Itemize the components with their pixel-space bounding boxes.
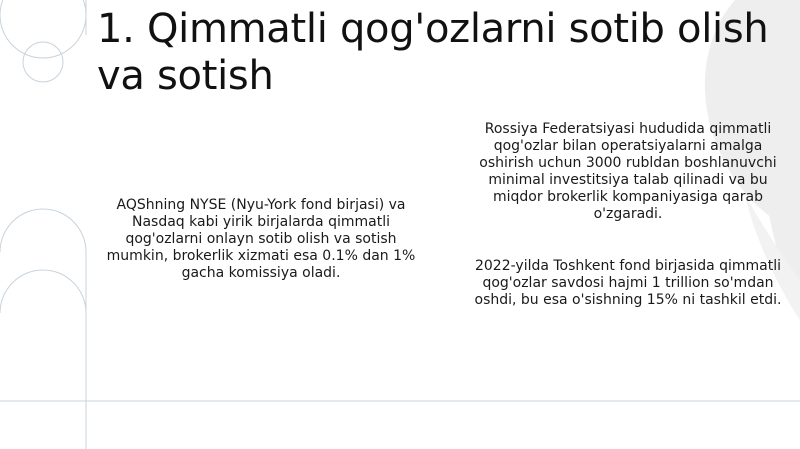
circle-decorations: [0, 0, 86, 449]
body-text-right-bottom: 2022-yilda Toshkent fond birjasida qimmatli qog'ozlar savdosi hajmi 1 trillion so'mdan oshdi, bu esa o'sishning 15% ni tashkil etdi.: [474, 258, 782, 308]
body-text-right-top: Rossiya Federatsiyasi hududida qimmatli qog'ozlar bilan operatsiyalarni amalga oshirish uchun 3000 rubldan boshlanuvchi minimal investitsiya talab qilinadi va bu miqdor brokerlik kompaniyasiga qarab o'zgaradi.: [479, 121, 777, 222]
body-text-left: AQShning NYSE (Nyu-York fond birjasi) va Nasdaq kabi yirik birjalarda qimmatli qog'ozlarni onlayn sotib olish va sotish mumkin, brokerlik xizmati esa 0.1% dan 1% gacha komissiya oladi.: [106, 197, 416, 281]
slide-title: 1. Qimmatli qog'ozlarni sotib olish va sotish: [97, 6, 769, 99]
